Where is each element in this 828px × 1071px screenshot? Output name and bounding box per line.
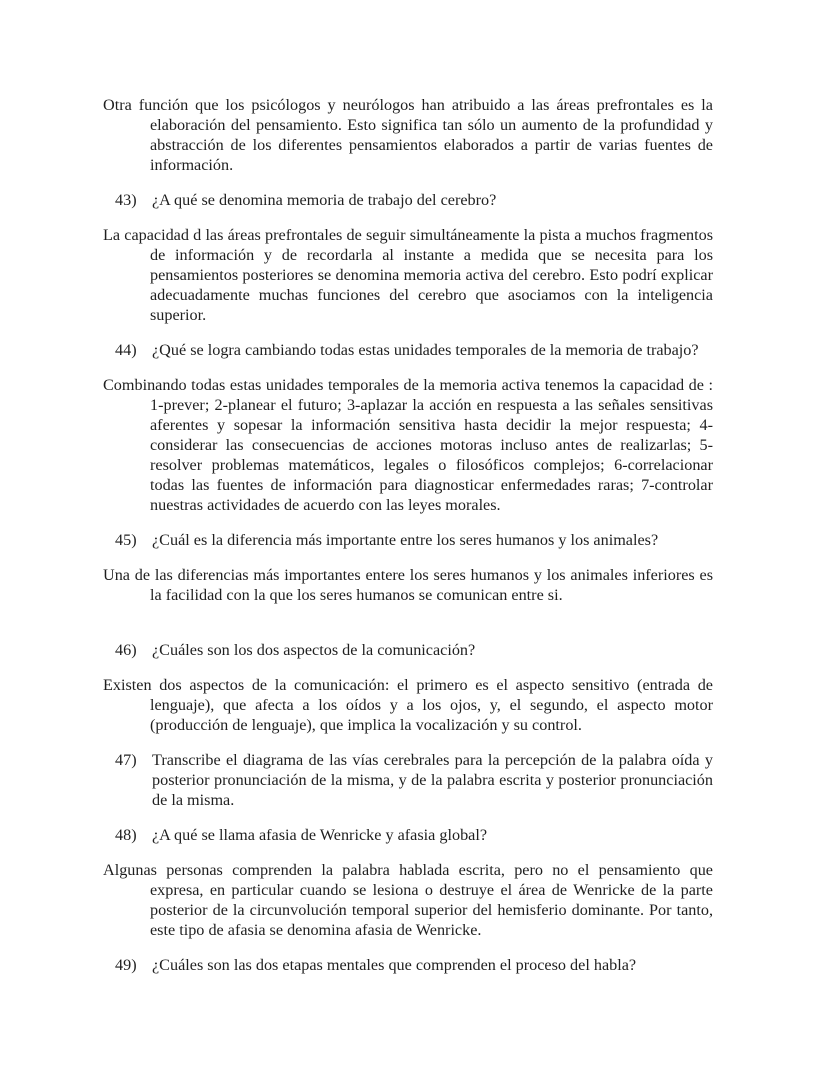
answer-paragraph-working-memory: La capacidad d las áreas prefrontales de seguir simultáneamente la pista a muchos fragmentos de información y de recordarla al instante a medida que se necesita para los pensamientos posteriores se denomina memoria activa del cerebro. Esto podrí explicar adecuadamente muchas funciones del cerebro que asociamos con la inteligencia superior. [103,226,713,324]
question-47-number: 47) [115,751,137,769]
question-48-number: 48) [115,826,137,844]
answer-paragraph-prefrontal-thought: Otra función que los psicólogos y neurólogos han atribuido a las áreas prefrontales es la elaboración del pensamiento. Esto significa tan sólo un aumento de la profundidad y abstracción de los diferentes pensamientos elaborados a partir de varias fuentes de información. [103,96,713,174]
question-45-number: 45) [115,531,137,549]
question-44-number: 44) [115,341,137,359]
question-43 [103,190,713,210]
question-45 [103,530,713,550]
question-49-text: ¿Cuáles son las dos etapas mentales que comprenden el proceso del habla? [152,956,637,974]
question-46-number: 46) [115,641,137,659]
question-44 [103,340,713,360]
question-48 [103,825,713,845]
question-43-text: ¿A qué se denomina memoria de trabajo del cerebro? [152,191,497,209]
question-47 [103,750,713,810]
question-49-number: 49) [115,956,137,974]
question-46-text: ¿Cuáles son los dos aspectos de la comunicación? [152,641,476,659]
question-45-text: ¿Cuál es la diferencia más importante entre los seres humanos y los animales? [152,531,659,549]
question-49 [103,955,713,975]
question-47-text: Transcribe el diagrama de las vías cerebrales para la percepción de la palabra oída y posterior pronunciación de la misma, y de la palabra escrita y posterior pronunciación de la misma. [152,751,713,809]
question-48-text: ¿A qué se llama afasia de Wenricke y afasia global? [152,826,488,844]
answer-paragraph-wernicke-aphasia: Algunas personas comprenden la palabra hablada escrita, pero no el pensamiento que expresa, en particular cuando se lesiona o destruye el área de Wenricke de la parte posterior de la circunvolución temporal superior del hemisferio dominante. Por tanto, este tipo de afasia se denomina afasia de Wenricke. [103,861,713,939]
question-46 [103,640,713,660]
answer-paragraph-temporal-units: Combinando todas estas unidades temporales de la memoria activa tenemos la capacidad de : 1-prever; 2-planear el futuro; 3-aplazar la acción en respuesta a las señales sensitivas aferentes y sopesar la información sensitiva hasta decidir la mejor respuesta; 4-considerar las consecuencias de acciones motoras incluso antes de realizarlas; 5-resolver problemas matemáticos, legales o filosóficos complejos; 6-correlacionar todas las fuentes de información para diagnosticar enfermedades raras; 7-controlar nuestras actividades de acuerdo con las leyes morales. [103,376,713,514]
question-44-text: ¿Qué se logra cambiando todas estas unidades temporales de la memoria de trabajo? [152,341,699,359]
answer-paragraph-humans-animals: Una de las diferencias más importantes entere los seres humanos y los animales inferiores es la facilidad con la que los seres humanos se comunican entre si. [103,566,713,604]
answer-paragraph-communication-aspects: Existen dos aspectos de la comunicación: el primero es el aspecto sensitivo (entrada de lenguaje), que afecta a los oídos y a los ojos, y, el segundo, el aspecto motor (producción de lenguaje), que implica la vocalización y su control. [103,676,713,734]
question-43-number: 43) [115,191,137,209]
